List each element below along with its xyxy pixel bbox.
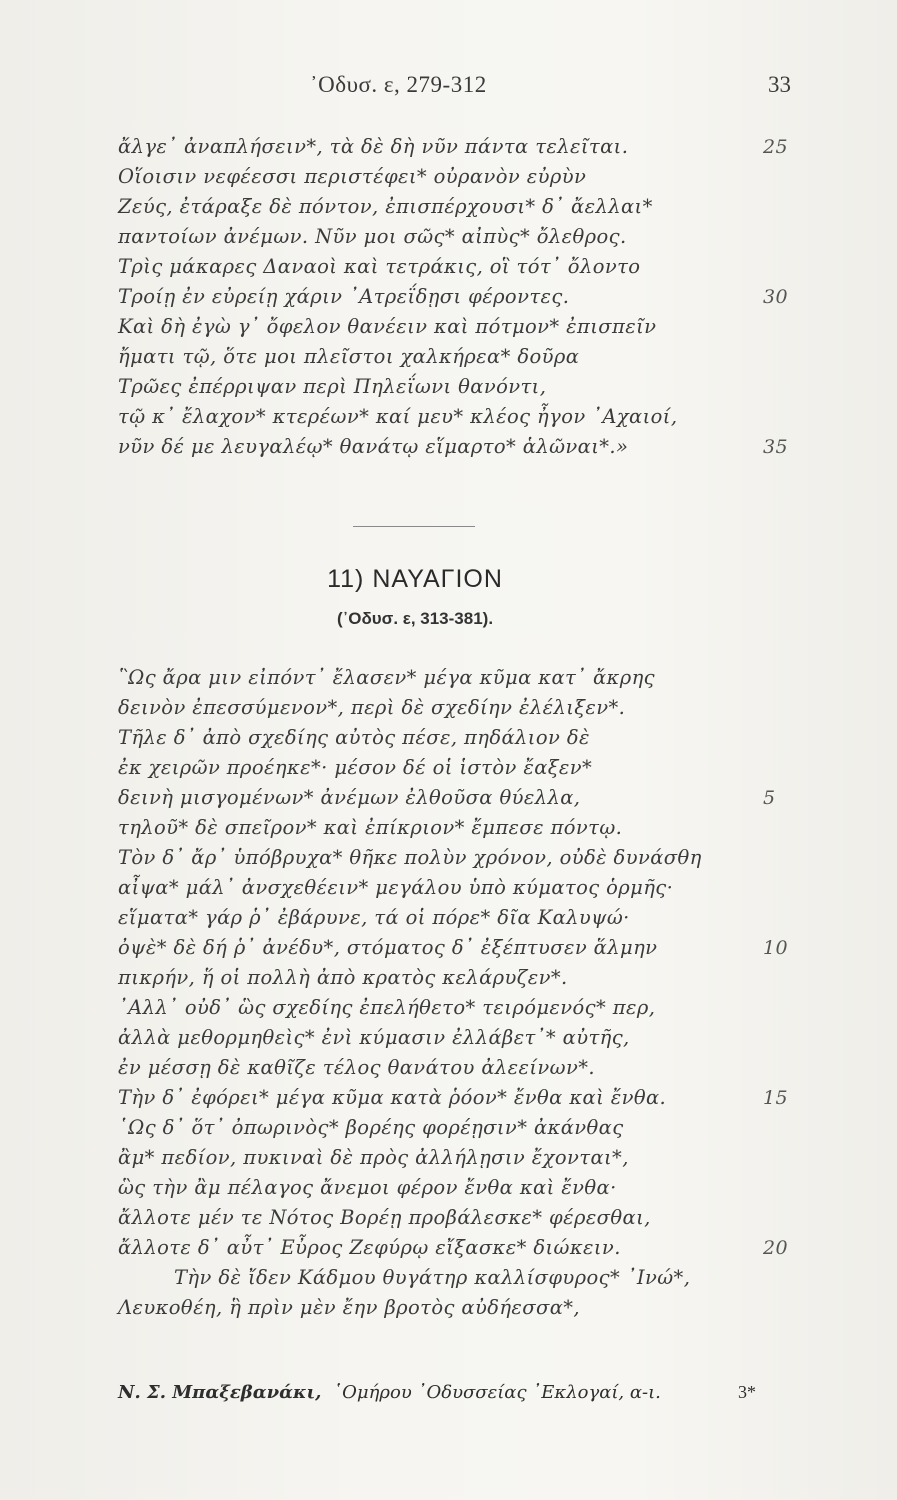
verse-line [118,162,758,192]
verse-line [118,1203,758,1233]
footer-book-title: ῾Ομήρου ᾿Οδυσσείας ᾿Εκλογαί, α-ι. [333,1382,661,1403]
verse-text: ῾Ως δ᾿ ὅτ᾿ ὀπωρινὸς* βορέης φορέῃσιν* ἀκάνθας [118,1116,624,1139]
verse-line [118,693,758,723]
verse-text: ἤματι τῷ, ὅτε μοι πλεῖστοι χαλκήρεα* δοῦρα [118,345,580,368]
page-footer [118,1382,778,1412]
verse-line [118,1293,758,1323]
verse-text: Τὴν δὲ ἴδεν Κάδμου θυγάτηρ καλλίσφυρος* ᾿Ινώ*, [174,1266,691,1289]
footer-author: Ν. Σ. Μπαξεβανάκι, [118,1382,322,1403]
verse-text: ᾿Αλλ᾿ οὐδ᾿ ὣς σχεδίης ἐπελήθετο* τειρόμενός* περ, [118,996,656,1019]
running-title: ᾿Οδυσ. ε, 279-312 [310,72,487,97]
verse-line [118,1053,758,1083]
verse-line [118,1083,788,1113]
verse-line [118,1173,758,1203]
section-title: 11) ΝΑΥΑΓΙΟΝ [327,565,503,593]
verse-line [118,1143,758,1173]
line-number: 10 [763,937,788,959]
line-number: 5 [763,787,776,809]
verse-text: Τῆλε δ᾿ ἀπὸ σχεδίης αὐτὸς πέσε, πηδάλιον δὲ [118,726,590,749]
verse-text: ἄλλοτε δ᾿ αὖτ᾿ Εὖρος Ζεφύρῳ εἴξασκε* διώκειν. [118,1236,621,1259]
verse-line [118,342,758,372]
verse-text: τῷ κ᾿ ἔλαχον* κτερέων* καί μευ* κλέος ἦγον ᾿Αχαιοί, [118,405,678,428]
verse-line [118,132,788,162]
verse-line [118,432,788,462]
verse-line [118,1263,758,1293]
verse-text: Τὴν δ᾿ ἐφόρει* μέγα κῦμα κατὰ ῥόον* ἔνθα καὶ ἔνθα. [118,1086,667,1109]
verse-text: Τρὶς μάκαρες Δαναοὶ καὶ τετράκις, οἳ τότ᾿ ὄλοντο [118,255,641,278]
verse-line [118,933,788,963]
section-divider [353,526,475,527]
verse-line [118,663,758,693]
page-number: 33 [768,72,791,97]
verse-passage-1 [118,132,788,462]
verse-text: Ζεύς, ἐτάραξε δὲ πόντον, ἐπισπέρχουσι* δ᾿ ἄελλαι* [118,195,653,218]
verse-line [118,372,758,402]
verse-line [118,993,758,1023]
footer-signature: 3* [738,1382,756,1402]
verse-text: αἶψα* μάλ᾿ ἀνσχεθέειν* μεγάλου ὑπὸ κύματος ὁρμῆς· [118,876,674,899]
verse-line [118,723,758,753]
verse-text: εἵματα* γάρ ῥ᾿ ἐβάρυνε, τά οἱ πόρε* δῖα Καλυψώ· [118,906,630,929]
verse-line [118,1233,788,1263]
verse-text: ἐν μέσσῃ δὲ καθῖζε τέλος θανάτου ἀλεείνων*. [118,1056,595,1079]
verse-line [118,252,758,282]
verse-line [118,222,758,252]
verse-text: Λευκοθέη, ἣ πρὶν μὲν ἔην βροτὸς αὐδήεσσα*, [118,1296,581,1319]
verse-text: ὣς τὴν ἂμ πέλαγος ἄνεμοι φέρον ἔνθα καὶ ἔνθα· [118,1176,617,1199]
verse-text: δεινὸν ἐπεσσύμενον*, περὶ δὲ σχεδίην ἐλέλιξεν*. [118,696,626,719]
verse-line [118,783,776,813]
verse-passage-2 [118,663,788,1323]
verse-text: Τὸν δ᾿ ἄρ᾿ ὑπόβρυχα* θῆκε πολὺν χρόνον, οὐδὲ δυνάσθη [118,846,702,869]
verse-text: ἐκ χειρῶν προέηκε*· μέσον δέ οἱ ἱστὸν ἔαξεν* [118,756,593,779]
verse-text: ἄλλοτε μέν τε Νότος Βορέῃ προβάλεσκε* φέρεσθαι, [118,1206,651,1229]
verse-line [118,312,758,342]
verse-text: ἀλλὰ μεθορμηθεὶς* ἐνὶ κύμασιν ἐλλάβετ᾿* αὐτῆς, [118,1026,630,1049]
verse-text: ὀψὲ* δὲ δή ῥ᾿ ἀνέδυ*, στόματος δ᾿ ἐξέπτυσεν ἅλμην [118,936,658,959]
verse-text: δεινὴ μισγομένων* ἀνέμων ἐλθοῦσα θύελλα, [118,786,581,809]
verse-text: τηλοῦ* δὲ σπεῖρον* καὶ ἐπίκριον* ἔμπεσε πόντῳ. [118,816,623,839]
verse-text: ἂμ* πεδίον, πυκιναὶ δὲ πρὸς ἀλλήλῃσιν ἔχονται*, [118,1146,629,1169]
verse-text: ῝Ως ἄρα μιν εἰπόντ᾿ ἔλασεν* μέγα κῦμα κατ᾿ ἄκρης [118,666,655,689]
verse-text: Τρῶες ἐπέρριψαν περὶ Πηλεΐωνι θανόντι, [118,375,547,398]
verse-line [118,963,758,993]
line-number: 15 [763,1087,788,1109]
verse-line [118,1113,758,1143]
section-subtitle: (᾿Οδυσ. ε, 313-381). [336,609,494,628]
running-head [0,72,897,102]
verse-line [118,282,788,312]
verse-line [118,873,758,903]
verse-line [118,843,758,873]
verse-text: Οἵοισιν νεφέεσσι περιστέφει* οὐρανὸν εὐρὺν [118,165,587,188]
verse-text: νῦν δέ με λευγαλέῳ* θανάτῳ εἵμαρτο* ἁλῶναι*.» [118,435,629,458]
verse-line [118,192,758,222]
verse-line [118,1023,758,1053]
line-number: 25 [763,136,788,158]
verse-text: παντοίων ἀνέμων. Νῦν μοι σῶς* αἰπὺς* ὄλεθρος. [118,225,627,248]
verse-line [118,813,758,843]
verse-line [118,753,758,783]
line-number: 30 [763,286,788,308]
verse-text: ἄλγε᾿ ἀναπλήσειν*, τὰ δὲ δὴ νῦν πάντα τελεῖται. [118,135,629,158]
verse-line [118,903,758,933]
verse-text: πικρήν, ἥ οἱ πολλὴ ἀπὸ κρατὸς κελάρυζεν*. [118,966,568,989]
verse-line [118,402,758,432]
line-number: 20 [763,1237,788,1259]
line-number: 35 [763,436,788,458]
verse-text: Τροίῃ ἐν εὐρείῃ χάριν ᾿Ατρεΐδῃσι φέροντες. [118,285,570,308]
verse-text: Καὶ δὴ ἐγὼ γ᾿ ὄφελον θανέειν καὶ πότμον* ἐπισπεῖν [118,315,657,338]
